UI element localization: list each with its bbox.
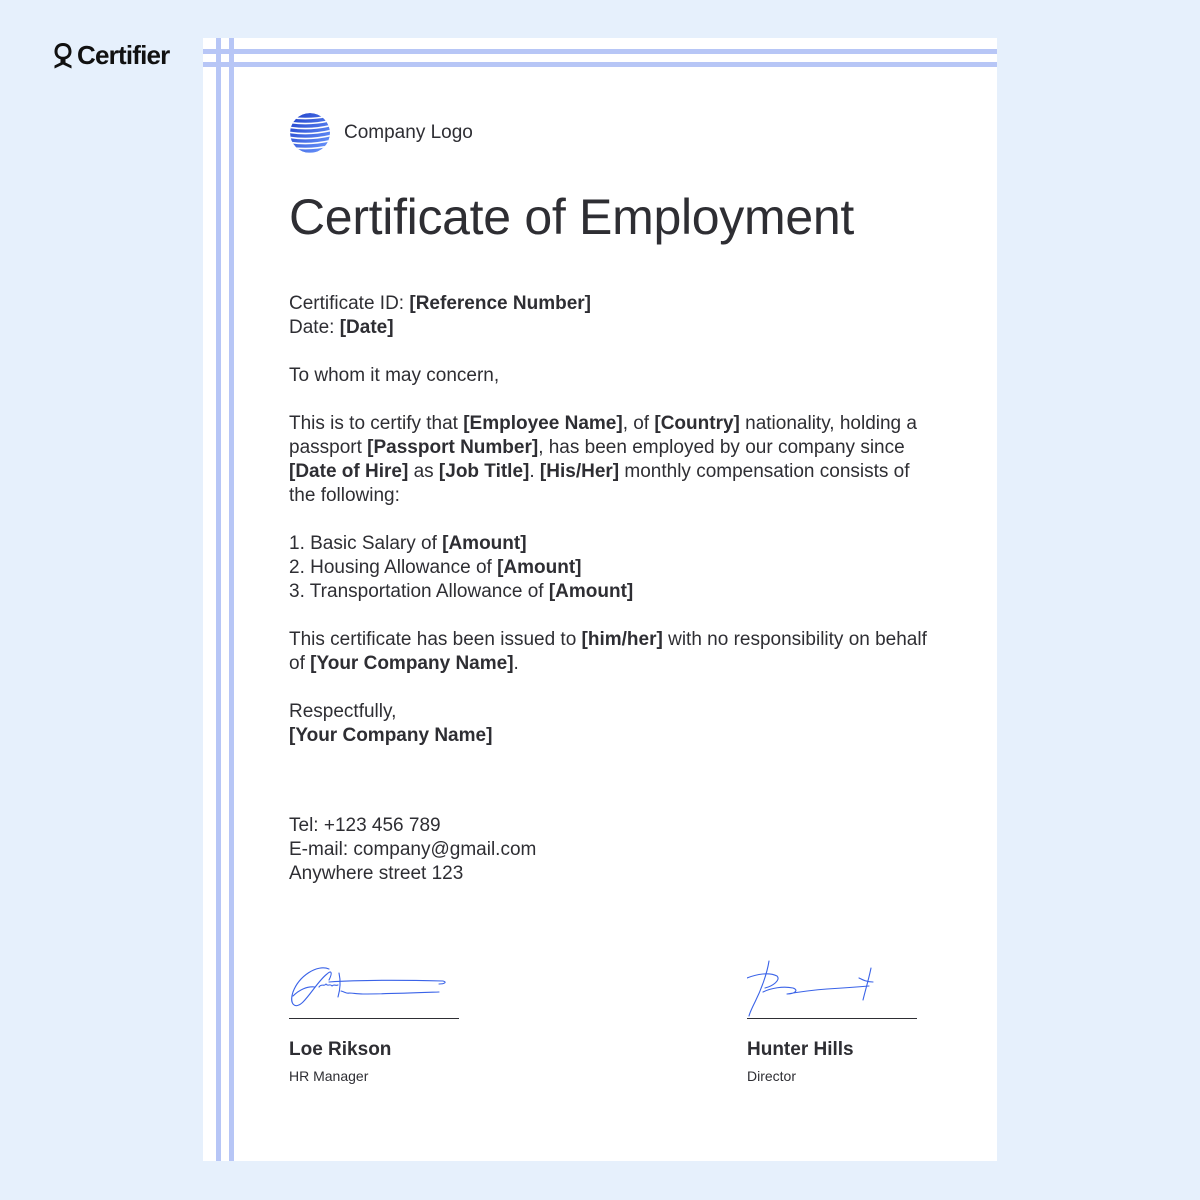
certificate-document [203, 38, 997, 1161]
amount-field: [Amount] [442, 533, 527, 554]
intro-text: , of [622, 413, 655, 434]
amount-field: [Amount] [548, 581, 634, 602]
intro-text: nationality, holding a passport [289, 413, 917, 458]
company-name-field: [Your Company Name] [310, 653, 514, 674]
company-name-field: [Your Company Name] [289, 725, 493, 746]
contact-email: E-mail: company@gmail.com [289, 839, 537, 860]
intro-text: as [408, 461, 439, 482]
certificate-id-value: [Reference Number] [409, 293, 591, 314]
intro-paragraph [289, 412, 939, 508]
pronoun-field: [His/Her] [539, 461, 620, 482]
issued-text: This certificate has been issued to [289, 629, 582, 650]
date-value: [Date] [339, 317, 394, 338]
border-stripe-vertical [216, 38, 221, 1161]
contact-tel: Tel: +123 456 789 [289, 815, 441, 836]
signature-block-right [747, 956, 917, 1084]
certificate-title: Certificate of Employment [289, 189, 854, 245]
border-stripe-vertical [229, 38, 234, 1161]
closing-text: Respectfully, [289, 701, 397, 722]
certificate-id-label: Certificate ID: [289, 293, 410, 314]
intro-text: monthly compensation consists of the following: [289, 461, 910, 506]
closing-company [289, 724, 939, 748]
issued-text: . [513, 653, 519, 674]
date-line [289, 316, 939, 340]
job-title-field: [Job Title] [438, 461, 530, 482]
certifier-logo-icon [52, 40, 74, 70]
compensation-item [289, 580, 939, 604]
handwritten-signature [747, 956, 917, 1018]
signer-role: Director [747, 1068, 797, 1084]
signer-name: Hunter Hills [747, 1039, 854, 1060]
border-stripe-horizontal [203, 62, 997, 67]
compensation-item [289, 556, 939, 580]
company-logo [289, 112, 473, 154]
signer-name: Loe Rikson [289, 1039, 392, 1060]
signer-role: HR Manager [289, 1068, 369, 1084]
compensation-label: 1. Basic Salary of [289, 533, 443, 554]
pronoun-field: [him/her] [581, 629, 663, 650]
compensation-label: 2. Housing Allowance of [289, 557, 498, 578]
brand-name: Certifier [77, 40, 170, 70]
intro-text: . [529, 461, 540, 482]
certifier-brand [52, 40, 170, 70]
compensation-label: 3. Transportation Allowance of [289, 581, 549, 602]
employee-name-field: [Employee Name] [463, 413, 623, 434]
date-label: Date: [289, 317, 340, 338]
intro-text: , has been employed by our company since [538, 437, 905, 458]
border-stripe-horizontal [203, 49, 997, 54]
signature-line [289, 1018, 459, 1019]
salutation: To whom it may concern, [289, 365, 500, 386]
issued-text: with no responsibility on behalf of [289, 629, 927, 674]
certificate-id-line [289, 292, 939, 316]
handwritten-signature [289, 956, 459, 1018]
passport-number-field: [Passport Number] [367, 437, 539, 458]
globe-logo-icon [289, 112, 331, 154]
signature-line [747, 1018, 917, 1019]
amount-field: [Amount] [497, 557, 582, 578]
company-logo-text: Company Logo [344, 122, 473, 143]
contact-address: Anywhere street 123 [289, 863, 464, 884]
country-field: [Country] [654, 413, 740, 434]
issued-paragraph [289, 628, 939, 676]
compensation-item [289, 532, 939, 556]
intro-text: This is to certify that [289, 413, 464, 434]
hire-date-field: [Date of Hire] [289, 461, 409, 482]
certificate-body [289, 292, 939, 886]
signature-block-left [289, 956, 459, 1084]
